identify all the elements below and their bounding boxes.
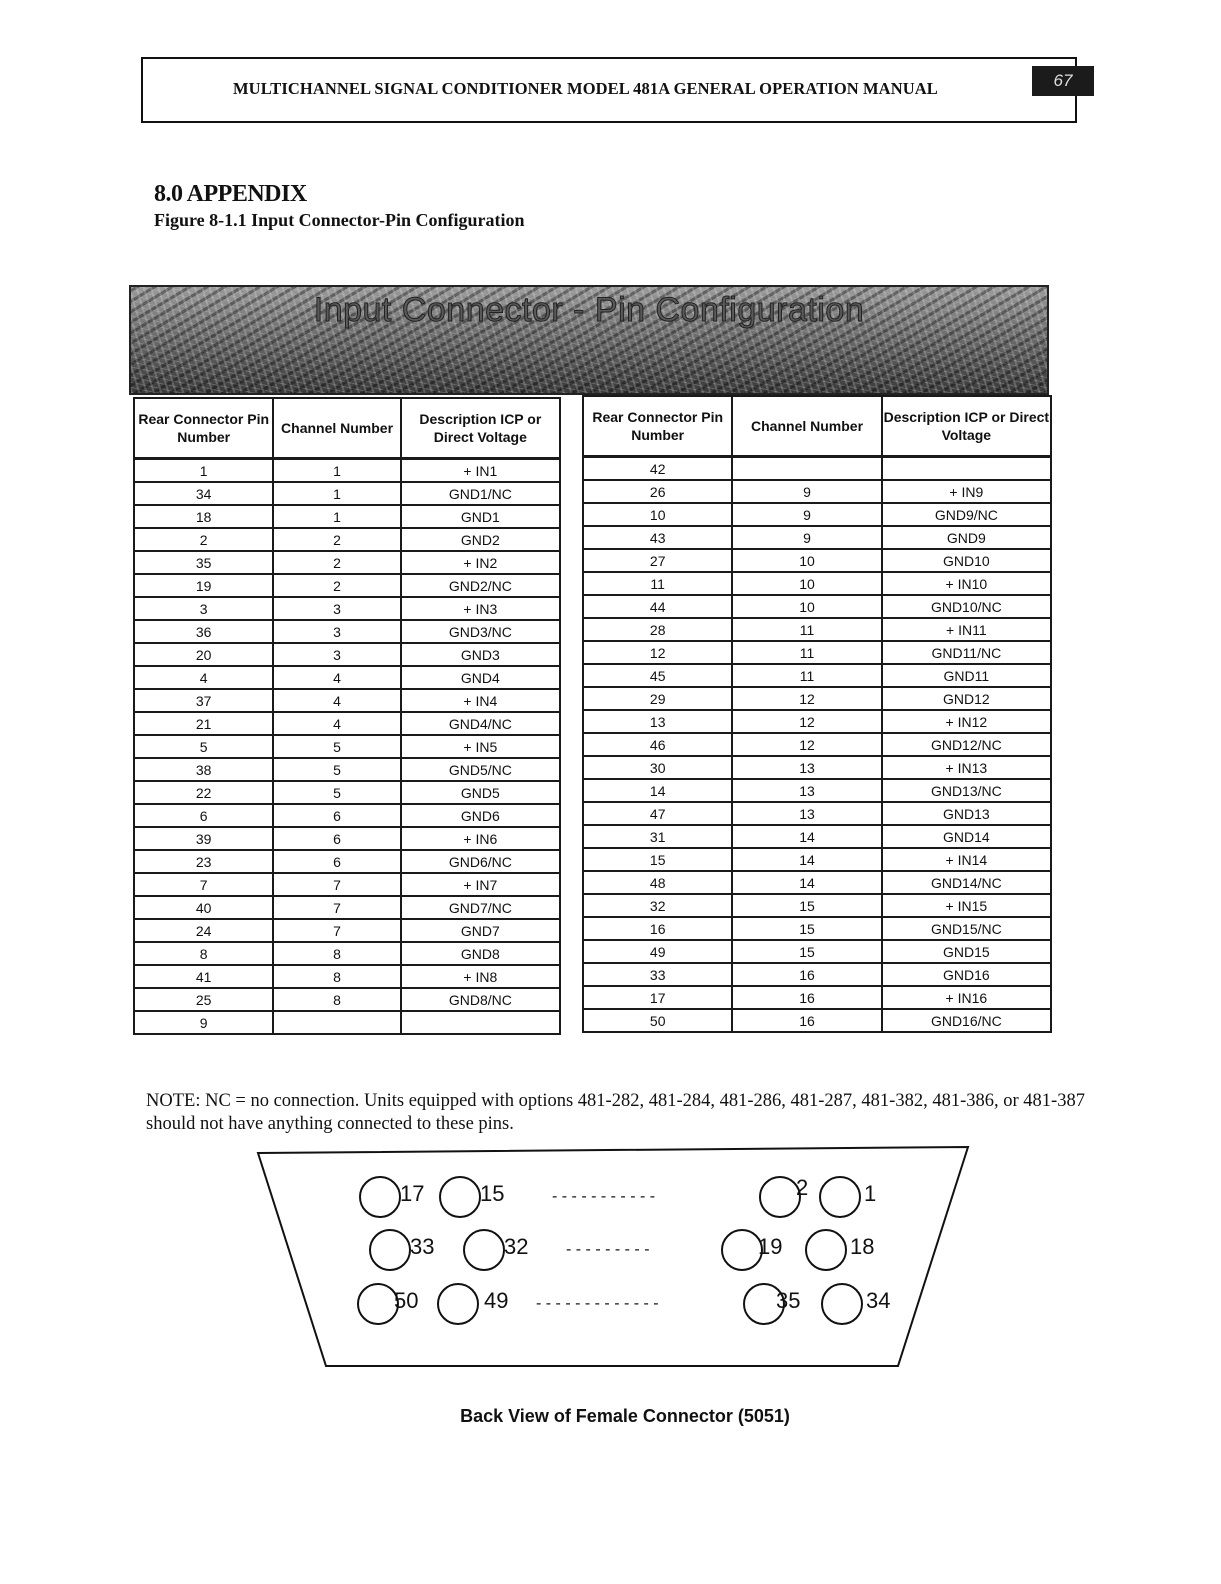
table-row bbox=[134, 505, 560, 528]
table-row bbox=[583, 825, 1051, 848]
table-cell: 5 bbox=[273, 758, 400, 781]
table-cell: 12 bbox=[732, 733, 881, 756]
table-cell: 30 bbox=[583, 756, 732, 779]
table-row bbox=[583, 664, 1051, 687]
table-cell: GND10/NC bbox=[882, 595, 1051, 618]
pin-label: 32 bbox=[504, 1234, 529, 1259]
table-cell: GND4/NC bbox=[401, 712, 560, 735]
table-cell: 8 bbox=[273, 988, 400, 1011]
pin-label: 49 bbox=[484, 1288, 509, 1313]
table-cell: 5 bbox=[134, 735, 273, 758]
table-row bbox=[583, 986, 1051, 1009]
pin-socket bbox=[820, 1177, 860, 1217]
table-row bbox=[583, 618, 1051, 641]
table-row bbox=[134, 620, 560, 643]
table-cell: + IN11 bbox=[882, 618, 1051, 641]
table-cell: GND9 bbox=[882, 526, 1051, 549]
table-cell: 32 bbox=[583, 894, 732, 917]
table-cell: + IN13 bbox=[882, 756, 1051, 779]
pin-label: 19 bbox=[758, 1234, 783, 1259]
table-cell: 50 bbox=[583, 1009, 732, 1032]
pin-table-left bbox=[133, 397, 561, 1035]
table-row bbox=[134, 574, 560, 597]
table-cell: 38 bbox=[134, 758, 273, 781]
table-cell: GND9/NC bbox=[882, 503, 1051, 526]
table-row bbox=[583, 503, 1051, 526]
table-cell: GND1/NC bbox=[401, 482, 560, 505]
table-cell: 16 bbox=[732, 963, 881, 986]
pin-gap-dashes: - - - - - - - - - - - bbox=[552, 1188, 656, 1205]
table-row bbox=[583, 917, 1051, 940]
table-row bbox=[583, 480, 1051, 503]
table-cell: + IN14 bbox=[882, 848, 1051, 871]
table-cell: GND1 bbox=[401, 505, 560, 528]
table-cell: 6 bbox=[273, 850, 400, 873]
pin-socket bbox=[464, 1230, 504, 1270]
table-row bbox=[134, 459, 560, 483]
connector-diagram bbox=[256, 1143, 972, 1371]
pin-gap-dashes: - - - - - - - - - - - - - bbox=[536, 1295, 659, 1312]
table-row bbox=[134, 689, 560, 712]
table-cell: GND15/NC bbox=[882, 917, 1051, 940]
table-row bbox=[134, 482, 560, 505]
table-row bbox=[134, 965, 560, 988]
pin-label: 33 bbox=[410, 1234, 435, 1259]
table-cell: 1 bbox=[273, 482, 400, 505]
table-header-row bbox=[583, 396, 1051, 457]
table-cell: 5 bbox=[273, 781, 400, 804]
table-row bbox=[134, 873, 560, 896]
column-header: Channel Number bbox=[273, 398, 400, 459]
table-row bbox=[583, 457, 1051, 481]
table-row bbox=[134, 758, 560, 781]
table-row bbox=[134, 804, 560, 827]
table-cell: 8 bbox=[273, 965, 400, 988]
table-row bbox=[583, 894, 1051, 917]
pin-label: 2 bbox=[796, 1175, 809, 1200]
table-cell: 2 bbox=[134, 528, 273, 551]
pin-socket bbox=[760, 1177, 800, 1217]
table-cell: 40 bbox=[134, 896, 273, 919]
table-cell: 17 bbox=[583, 986, 732, 1009]
table-cell: GND16/NC bbox=[882, 1009, 1051, 1032]
table-row bbox=[583, 572, 1051, 595]
table-row bbox=[134, 597, 560, 620]
table-cell: 15 bbox=[583, 848, 732, 871]
table-cell: + IN6 bbox=[401, 827, 560, 850]
table-cell: 6 bbox=[273, 804, 400, 827]
table-cell: 36 bbox=[134, 620, 273, 643]
section-heading: 8.0 APPENDIX bbox=[154, 181, 307, 207]
table-cell: 29 bbox=[583, 687, 732, 710]
table-row bbox=[583, 687, 1051, 710]
pin-label: 18 bbox=[850, 1234, 875, 1259]
table-cell: 13 bbox=[732, 779, 881, 802]
table-cell: 48 bbox=[583, 871, 732, 894]
table-cell: 12 bbox=[732, 710, 881, 733]
table-cell: 45 bbox=[583, 664, 732, 687]
table-cell: + IN5 bbox=[401, 735, 560, 758]
table-cell: + IN3 bbox=[401, 597, 560, 620]
pin-socket bbox=[370, 1230, 410, 1270]
table-cell: + IN12 bbox=[882, 710, 1051, 733]
table-cell: 14 bbox=[732, 871, 881, 894]
table-cell: 11 bbox=[583, 572, 732, 595]
manual-title: MULTICHANNEL SIGNAL CONDITIONER MODEL 481A GENERAL OPERATION MANUAL bbox=[233, 79, 938, 98]
table-cell: 13 bbox=[732, 802, 881, 825]
table-cell bbox=[882, 457, 1051, 481]
table-cell: 15 bbox=[732, 940, 881, 963]
column-header: Channel Number bbox=[732, 396, 881, 457]
table-cell: GND6 bbox=[401, 804, 560, 827]
table-cell: 10 bbox=[732, 595, 881, 618]
note-text: NOTE: NC = no connection. Units equipped with options 481-282, 481-284, 481-286, 481-287, 481-382, 481-386, or 481-387 should not have anything connected to these pins. bbox=[146, 1091, 1085, 1134]
table-row bbox=[583, 549, 1051, 572]
pin-socket bbox=[438, 1284, 478, 1324]
table-cell: 25 bbox=[134, 988, 273, 1011]
table-cell: + IN7 bbox=[401, 873, 560, 896]
table-cell bbox=[401, 1011, 560, 1034]
table-cell bbox=[732, 457, 881, 481]
table-row bbox=[583, 848, 1051, 871]
table-cell: GND8/NC bbox=[401, 988, 560, 1011]
table-cell: 8 bbox=[273, 942, 400, 965]
table-cell: 22 bbox=[134, 781, 273, 804]
pin-label: 1 bbox=[864, 1181, 877, 1206]
table-row bbox=[134, 712, 560, 735]
table-cell: 2 bbox=[273, 528, 400, 551]
table-cell: 11 bbox=[732, 618, 881, 641]
table-cell: 23 bbox=[134, 850, 273, 873]
table-row bbox=[134, 666, 560, 689]
table-row bbox=[134, 850, 560, 873]
pin-socket bbox=[822, 1284, 862, 1324]
table-cell: GND6/NC bbox=[401, 850, 560, 873]
table-cell: 1 bbox=[134, 459, 273, 483]
table-row bbox=[583, 526, 1051, 549]
table-cell: 13 bbox=[583, 710, 732, 733]
table-cell: + IN1 bbox=[401, 459, 560, 483]
table-row bbox=[583, 710, 1051, 733]
table-cell: 16 bbox=[583, 917, 732, 940]
table-cell: + IN2 bbox=[401, 551, 560, 574]
table-cell: GND2 bbox=[401, 528, 560, 551]
table-row bbox=[134, 1011, 560, 1034]
table-cell: GND15 bbox=[882, 940, 1051, 963]
page-number: 67 bbox=[1032, 66, 1094, 96]
table-cell: 49 bbox=[583, 940, 732, 963]
table-cell: 9 bbox=[732, 503, 881, 526]
table-cell: 4 bbox=[273, 666, 400, 689]
table-cell: GND13/NC bbox=[882, 779, 1051, 802]
table-cell: 16 bbox=[732, 1009, 881, 1032]
pin-label: 15 bbox=[480, 1181, 505, 1206]
table-cell: 14 bbox=[732, 848, 881, 871]
pin-label: 35 bbox=[776, 1288, 801, 1313]
table-cell: GND12 bbox=[882, 687, 1051, 710]
table-cell: GND14 bbox=[882, 825, 1051, 848]
table-cell: 3 bbox=[273, 620, 400, 643]
pin-socket bbox=[358, 1284, 398, 1324]
table-row bbox=[134, 942, 560, 965]
table-cell: 14 bbox=[583, 779, 732, 802]
connector-pin-rows bbox=[358, 1175, 890, 1324]
table-row bbox=[134, 988, 560, 1011]
table-row bbox=[134, 896, 560, 919]
pin-socket bbox=[806, 1230, 846, 1270]
table-cell: 12 bbox=[732, 687, 881, 710]
table-cell: 7 bbox=[273, 873, 400, 896]
table-row bbox=[134, 735, 560, 758]
pin-gap-dashes: - - - - - - - - - bbox=[566, 1241, 650, 1258]
table-cell: 37 bbox=[134, 689, 273, 712]
table-row bbox=[583, 595, 1051, 618]
table-cell: 13 bbox=[732, 756, 881, 779]
column-header: Rear Connector Pin Number bbox=[134, 398, 273, 459]
figure-caption: Figure 8-1.1 Input Connector-Pin Configuration bbox=[154, 210, 525, 230]
table-cell: GND5/NC bbox=[401, 758, 560, 781]
table-cell: 21 bbox=[134, 712, 273, 735]
table-row bbox=[583, 802, 1051, 825]
table-cell: 41 bbox=[134, 965, 273, 988]
pin-label: 50 bbox=[394, 1288, 419, 1313]
table-cell: 10 bbox=[583, 503, 732, 526]
table-row bbox=[583, 963, 1051, 986]
table-cell: 3 bbox=[134, 597, 273, 620]
table-cell: 7 bbox=[134, 873, 273, 896]
table-cell: 7 bbox=[273, 896, 400, 919]
connector-caption: Back View of Female Connector (5051) bbox=[460, 1406, 790, 1426]
table-cell: + IN4 bbox=[401, 689, 560, 712]
table-cell: + IN16 bbox=[882, 986, 1051, 1009]
column-header: Description ICP or Direct Voltage bbox=[401, 398, 560, 459]
table-row bbox=[134, 551, 560, 574]
table-cell: 28 bbox=[583, 618, 732, 641]
table-cell: + IN15 bbox=[882, 894, 1051, 917]
table-row bbox=[583, 641, 1051, 664]
table-cell: 34 bbox=[134, 482, 273, 505]
table-cell: 42 bbox=[583, 457, 732, 481]
table-header-row bbox=[134, 398, 560, 459]
table-cell: 4 bbox=[273, 712, 400, 735]
table-cell: 24 bbox=[134, 919, 273, 942]
table-row bbox=[134, 528, 560, 551]
table-row bbox=[583, 940, 1051, 963]
table-cell: 6 bbox=[273, 827, 400, 850]
banner-title: Input Connector - Pin Configuration bbox=[313, 291, 865, 329]
pin-label: 34 bbox=[866, 1288, 891, 1313]
table-cell: 11 bbox=[732, 664, 881, 687]
table-cell: 46 bbox=[583, 733, 732, 756]
table-cell: 20 bbox=[134, 643, 273, 666]
column-header: Description ICP or Direct Voltage bbox=[882, 396, 1051, 457]
table-cell: 2 bbox=[273, 574, 400, 597]
table-cell: GND12/NC bbox=[882, 733, 1051, 756]
table-cell: 9 bbox=[732, 480, 881, 503]
table-cell: GND10 bbox=[882, 549, 1051, 572]
table-cell: 1 bbox=[273, 459, 400, 483]
table-cell: 3 bbox=[273, 597, 400, 620]
table-cell: 3 bbox=[273, 643, 400, 666]
table-cell: 44 bbox=[583, 595, 732, 618]
table-cell: GND8 bbox=[401, 942, 560, 965]
table-banner bbox=[129, 285, 1049, 395]
table-cell: 43 bbox=[583, 526, 732, 549]
table-cell: 15 bbox=[732, 894, 881, 917]
table-cell: GND7 bbox=[401, 919, 560, 942]
table-cell: + IN8 bbox=[401, 965, 560, 988]
table-row bbox=[134, 781, 560, 804]
table-cell: 8 bbox=[134, 942, 273, 965]
table-cell: 27 bbox=[583, 549, 732, 572]
table-row bbox=[583, 756, 1051, 779]
table-cell: 7 bbox=[273, 919, 400, 942]
table-cell: GND11 bbox=[882, 664, 1051, 687]
table-cell: 18 bbox=[134, 505, 273, 528]
table-cell: 4 bbox=[273, 689, 400, 712]
table-cell: GND3 bbox=[401, 643, 560, 666]
table-cell: 9 bbox=[732, 526, 881, 549]
column-header: Rear Connector Pin Number bbox=[583, 396, 732, 457]
table-cell: 26 bbox=[583, 480, 732, 503]
table-cell: 10 bbox=[732, 572, 881, 595]
table-cell: 11 bbox=[732, 641, 881, 664]
table-cell: 15 bbox=[732, 917, 881, 940]
manual-header bbox=[141, 57, 1077, 123]
table-row bbox=[583, 779, 1051, 802]
table-cell: GND5 bbox=[401, 781, 560, 804]
pin-table-right bbox=[582, 395, 1052, 1033]
table-cell bbox=[273, 1011, 400, 1034]
table-cell: 47 bbox=[583, 802, 732, 825]
table-cell: 9 bbox=[134, 1011, 273, 1034]
table-row bbox=[583, 1009, 1051, 1032]
table-cell: 33 bbox=[583, 963, 732, 986]
table-cell: 5 bbox=[273, 735, 400, 758]
table-row bbox=[134, 827, 560, 850]
table-cell: 12 bbox=[583, 641, 732, 664]
table-cell: GND14/NC bbox=[882, 871, 1051, 894]
table-cell: 14 bbox=[732, 825, 881, 848]
table-cell: 39 bbox=[134, 827, 273, 850]
table-cell: + IN10 bbox=[882, 572, 1051, 595]
table-cell: GND7/NC bbox=[401, 896, 560, 919]
table-cell: 2 bbox=[273, 551, 400, 574]
table-cell: 31 bbox=[583, 825, 732, 848]
table-cell: 6 bbox=[134, 804, 273, 827]
table-row bbox=[583, 871, 1051, 894]
table-cell: 16 bbox=[732, 986, 881, 1009]
table-cell: 35 bbox=[134, 551, 273, 574]
table-cell: 1 bbox=[273, 505, 400, 528]
pin-socket bbox=[722, 1230, 762, 1270]
pin-socket bbox=[440, 1177, 480, 1217]
pin-socket bbox=[360, 1177, 400, 1217]
table-cell: 4 bbox=[134, 666, 273, 689]
table-cell: 10 bbox=[732, 549, 881, 572]
table-cell: GND3/NC bbox=[401, 620, 560, 643]
table-row bbox=[134, 919, 560, 942]
table-cell: + IN9 bbox=[882, 480, 1051, 503]
table-cell: GND2/NC bbox=[401, 574, 560, 597]
table-row bbox=[134, 643, 560, 666]
pin-label: 17 bbox=[400, 1181, 425, 1206]
table-cell: 19 bbox=[134, 574, 273, 597]
table-cell: GND4 bbox=[401, 666, 560, 689]
table-row bbox=[583, 733, 1051, 756]
table-cell: GND13 bbox=[882, 802, 1051, 825]
table-cell: GND11/NC bbox=[882, 641, 1051, 664]
table-cell: GND16 bbox=[882, 963, 1051, 986]
